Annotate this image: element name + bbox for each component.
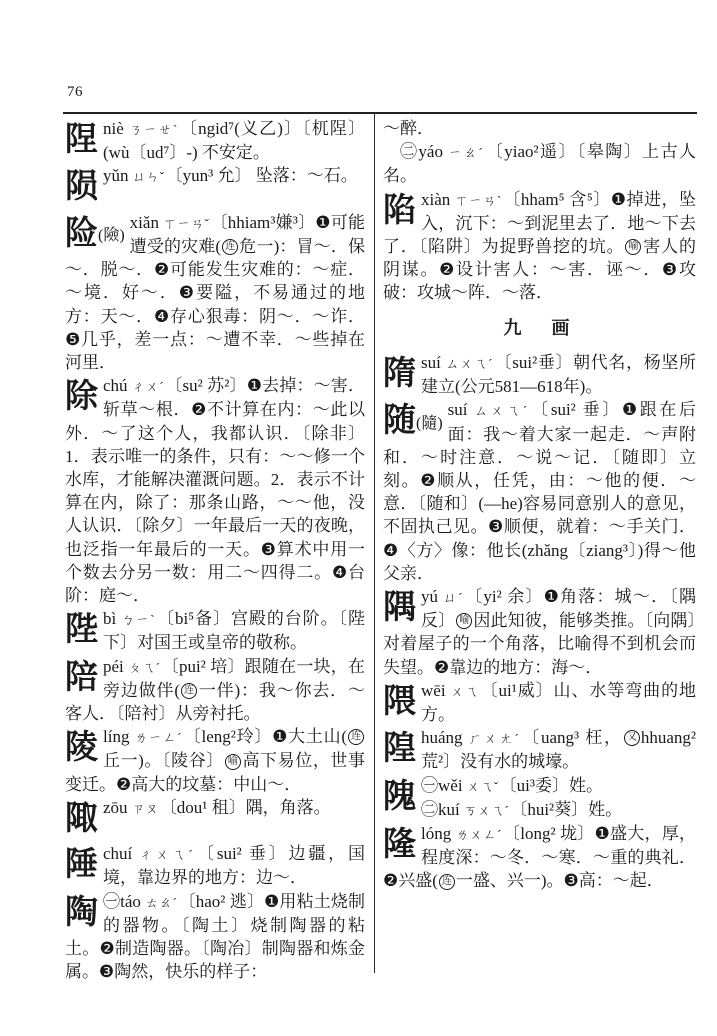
zhuyin: ㄙㄨㄟˊ bbox=[474, 403, 531, 419]
circled-mark: 喻 bbox=[225, 754, 241, 770]
zhuyin: ㄩˊ bbox=[443, 590, 465, 606]
text-run: wēi bbox=[421, 680, 451, 700]
text-run: ㊀táo bbox=[103, 891, 146, 911]
text-run: 害人的阴谋。❷设计害人：～害．诬～．❸攻破：攻城～阵．～落． bbox=[383, 237, 697, 303]
headword: 随 bbox=[383, 403, 416, 440]
zhuyin: ㄌㄨㄥˊ bbox=[455, 827, 503, 843]
text-run: 〔su² 苏²〕❶去掉：～害．斩草～根．❷不计算在内：～此以外．～了这个人，我都认识．〔除非〕1．表示唯一的条件，只有：～～修一个水库，才能解决灌溉问题。2．表示不计算在内，除了：那条山路，～～他，没人认识．〔除夕〕一年最后一天的夜晚，也泛指一年最后的一天。❸算术中用一个数去分另一数：用二～四得二。❹台阶：庭～． bbox=[65, 376, 365, 606]
zhuyin: ㄋㄧㄝˋ bbox=[129, 122, 179, 137]
entry-text bbox=[383, 822, 696, 893]
text-run: 〔hhiam³嫌³〕❶可能遭受的灾难( bbox=[129, 212, 365, 256]
text-run: niè bbox=[103, 119, 130, 138]
zhuyin: ㄨㄟ bbox=[450, 683, 480, 699]
dictionary-entry bbox=[383, 398, 696, 585]
entry-text bbox=[65, 607, 365, 654]
text-run: 〔sui² 垂〕❶跟在后面：我～着大家一起走．～声附和．～时注意．～说～记．〔随即〕立刻。❷顺从，任凭，由：～他的便．～意．〔随和〕(—he)容易同意别人的意见，不固执己见。❸顺便，就着：～手关门．❹〈方〉像：他长(zhǎng〔ziang³〕)得～他父亲． bbox=[383, 400, 696, 583]
headword-block bbox=[65, 796, 98, 842]
text-run: zōu bbox=[103, 797, 132, 817]
text-run: ㊀wěi bbox=[421, 775, 467, 795]
dictionary-entry bbox=[65, 164, 365, 206]
headword: 陵 bbox=[65, 730, 98, 767]
text-run: 〔sui²垂〕朝代名，杨坚所建立(公元581—618年)。 bbox=[421, 353, 696, 397]
dictionary-entry bbox=[383, 585, 696, 679]
headword: 隆 bbox=[383, 827, 416, 864]
text-run: ㊁kuí bbox=[421, 799, 464, 819]
alternate-reading bbox=[383, 140, 696, 187]
text-run: 〔uang³ 枉， bbox=[522, 728, 623, 748]
headword-variant: (隨) bbox=[416, 414, 443, 432]
headword-block bbox=[65, 164, 98, 210]
circled-mark: 连 bbox=[181, 683, 197, 699]
headword-block bbox=[383, 585, 416, 631]
left-column bbox=[65, 117, 365, 983]
dictionary-entry bbox=[65, 842, 365, 889]
headword: 隈 bbox=[383, 683, 416, 720]
entry-text bbox=[383, 679, 696, 726]
circled-mark: 又 bbox=[624, 730, 640, 746]
entry-text bbox=[383, 140, 696, 187]
zhuyin: ㄊㄠˊ bbox=[145, 894, 178, 910]
header-rule bbox=[63, 112, 697, 114]
zhuyin: ㄧㄠˊ bbox=[448, 145, 485, 161]
entry-text bbox=[383, 351, 696, 398]
text-run: hhuang²荒²〕没有水的城壕。 bbox=[421, 728, 696, 772]
entry-text bbox=[383, 726, 696, 773]
headword: 陧 bbox=[65, 122, 98, 158]
entry-text bbox=[383, 188, 696, 305]
text-run: líng bbox=[103, 727, 135, 747]
text-run: huáng bbox=[421, 728, 469, 748]
text-run: 〔ngid⁷(义乙)〕〔杌陧〕(wù〔ud⁷〕-) 不安定。 bbox=[103, 119, 365, 163]
entry-text bbox=[383, 585, 696, 679]
entry-text bbox=[65, 890, 365, 984]
headword: 陛 bbox=[65, 612, 98, 649]
circled-mark: 喻 bbox=[456, 613, 472, 629]
headword-block bbox=[65, 117, 98, 163]
headword: 陬 bbox=[65, 800, 98, 837]
text-run: 一伴)：我～你去．～客人．〔陪衬〕从旁衬托。 bbox=[65, 680, 365, 724]
text-run: 〔leng²玲〕❶大土山( bbox=[183, 727, 347, 747]
headword: 除 bbox=[65, 379, 98, 416]
text-run: suí bbox=[421, 353, 446, 373]
headword-block bbox=[65, 607, 98, 653]
entry-text bbox=[65, 374, 365, 607]
zhuyin: ㄒㄧㄢˇ bbox=[163, 215, 210, 231]
dictionary-entry bbox=[65, 607, 365, 654]
zhuyin: ㄙㄨㄟˊ bbox=[445, 356, 494, 372]
headword-block bbox=[65, 725, 98, 771]
right-column bbox=[383, 117, 696, 893]
headword: 陶 bbox=[65, 894, 98, 931]
headword-variant: (險) bbox=[98, 227, 125, 245]
text-run: 危一)：冒～．保～．脱～．❷可能发生灾难的：～症．～境．好～．❸要隘，不易通过的地方：天～．❹存心狠毒：阴～．～诈．❺几乎，差一点：～遭不幸．～些掉在河里． bbox=[65, 237, 365, 373]
stroke-count-heading: 九 画 bbox=[503, 317, 576, 338]
dictionary-entry bbox=[65, 211, 365, 374]
text-run: ～醉． bbox=[383, 119, 434, 138]
column-divider bbox=[374, 113, 375, 973]
zhuyin: ㄗㄡ bbox=[131, 800, 159, 816]
zhuyin: ㄆㄟˊ bbox=[128, 659, 161, 675]
headword-block bbox=[383, 398, 443, 444]
text-run: yǔn bbox=[103, 166, 133, 186]
circled-mark: 连 bbox=[222, 239, 238, 255]
zhuyin: ㄒㄧㄢˋ bbox=[455, 192, 503, 208]
headword-block bbox=[65, 655, 98, 701]
entry-text bbox=[65, 655, 365, 726]
text-run: 因此知彼，能够类推。〔向隅〕对着屋子的一个角落，比喻得不到机会而失望。❷靠边的地方：海～． bbox=[383, 611, 696, 677]
headword: 隋 bbox=[383, 356, 416, 393]
zhuyin: ㄨㄟˇ bbox=[466, 778, 499, 794]
headword-block bbox=[65, 374, 98, 420]
headword: 陪 bbox=[65, 659, 98, 696]
entry-text bbox=[65, 842, 365, 889]
zhuyin: ㄔㄨㄟˊ bbox=[139, 847, 197, 863]
text-run: 〔dou¹ 租〕隅，角落。 bbox=[159, 797, 331, 817]
text-run: 〔yun³ 允〕 坠落：～石。 bbox=[165, 166, 358, 186]
text-run: 丘一)。〔陵谷〕 bbox=[103, 751, 224, 771]
headword-block bbox=[383, 822, 416, 868]
text-run: lóng bbox=[421, 824, 456, 844]
text-run: 〔pui² 培〕跟随在一块，在旁边做伴( bbox=[103, 656, 365, 700]
dictionary-entry bbox=[383, 679, 696, 726]
text-run: xiàn bbox=[421, 189, 456, 209]
dictionary-entry bbox=[65, 725, 365, 796]
text-run: 〔long² 垅〕❶盛大，厚，程度深：～冬．～寒．～重的典礼．❷兴盛( bbox=[383, 824, 696, 891]
circled-mark: 连 bbox=[439, 874, 455, 890]
text-run: 〔sui² 垂〕边疆，国境，靠边界的地方：边～． bbox=[103, 844, 365, 888]
headword: 陲 bbox=[65, 847, 98, 884]
zhuyin: ㄔㄨˊ bbox=[131, 379, 165, 395]
zhuyin: ㄏㄨㄤˊ bbox=[468, 731, 522, 747]
zhuyin: ㄩㄣˇ bbox=[132, 169, 165, 185]
entry-continuation bbox=[383, 117, 696, 140]
text-run: yú bbox=[421, 587, 444, 607]
dictionary-entry bbox=[383, 351, 696, 398]
dictionary-entry bbox=[65, 890, 365, 984]
dictionary-entry bbox=[65, 655, 365, 726]
zhuyin: ㄅㄧˋ bbox=[121, 612, 157, 628]
text-run: xiǎn bbox=[129, 212, 164, 232]
text-run: 〔yiao²遥〕〔皋陶〕上古人名。 bbox=[383, 142, 697, 186]
headword-block bbox=[65, 842, 98, 888]
headword: 陷 bbox=[383, 192, 416, 229]
dictionary-entry bbox=[383, 822, 696, 893]
dictionary-entry bbox=[65, 796, 365, 837]
zhuyin: ㄌㄧㄥˊ bbox=[134, 730, 183, 746]
entry-text bbox=[383, 798, 696, 822]
entry-text bbox=[65, 796, 365, 820]
text-run: 〔hui²葵〕姓。 bbox=[510, 799, 623, 819]
text-run: 〔hham⁵ 含⁵〕❶掉进，坠入，沉下：～到泥里去了．地～下去了．〔陷阱〕为捉野兽挖的坑。 bbox=[383, 189, 696, 257]
text-run: 〔yi² 余〕❶角落：城～．〔隅反〕 bbox=[421, 587, 697, 631]
text-run: chú bbox=[103, 376, 132, 396]
text-run: suí bbox=[447, 400, 475, 420]
text-run: 〔ui³委〕姓。 bbox=[499, 775, 603, 795]
headword: 隅 bbox=[383, 590, 416, 627]
text-run: ㊁yáo bbox=[400, 142, 449, 162]
headword-block bbox=[383, 188, 416, 234]
dictionary-entry bbox=[383, 774, 696, 822]
entry-text bbox=[65, 117, 365, 164]
circled-mark: 喻 bbox=[625, 239, 641, 255]
headword-block bbox=[65, 211, 125, 257]
entry-text bbox=[65, 164, 365, 188]
dictionary-entry bbox=[65, 117, 365, 164]
headword-block bbox=[383, 774, 416, 820]
headword: 险 bbox=[65, 215, 98, 252]
circled-mark: 连 bbox=[348, 729, 364, 745]
headword-block bbox=[383, 351, 416, 397]
headword-block bbox=[383, 726, 416, 772]
text-run: chuí bbox=[103, 844, 140, 864]
dictionary-entry bbox=[383, 188, 696, 305]
entry-text bbox=[65, 725, 365, 796]
text-run: 〔hao² 逃〕❶用粘土烧制的器物。〔陶土〕烧制陶器的粘土。❷制造陶器。〔陶冶〕制陶器和炼金属。❸陶然，快乐的样子： bbox=[65, 891, 365, 982]
dictionary-entry bbox=[65, 374, 365, 607]
dictionary-entry bbox=[383, 726, 696, 773]
page-number: 76 bbox=[67, 84, 83, 100]
text-run: bì bbox=[103, 609, 122, 629]
entry-text bbox=[383, 117, 696, 140]
headword: 隍 bbox=[383, 731, 416, 768]
text-run: 高下易位，世事变迁。❷高大的坟墓：中山～． bbox=[65, 751, 365, 794]
headword: 隗 bbox=[383, 778, 416, 815]
text-run: 一盛、兴一)。❸高：～起． bbox=[455, 871, 664, 891]
entry-text bbox=[383, 774, 696, 798]
text-run: 〔ui¹威〕山、水等弯曲的地方。 bbox=[421, 680, 696, 725]
text-run: 〔bi⁵备〕宫殿的台阶。〔陛下〕对国王或皇帝的敬称。 bbox=[103, 609, 365, 653]
zhuyin: ㄎㄨㄟˊ bbox=[463, 802, 510, 818]
headword: 陨 bbox=[65, 169, 98, 206]
headword-block bbox=[65, 890, 98, 936]
text-run: péi bbox=[103, 656, 129, 676]
headword-block bbox=[383, 679, 416, 725]
